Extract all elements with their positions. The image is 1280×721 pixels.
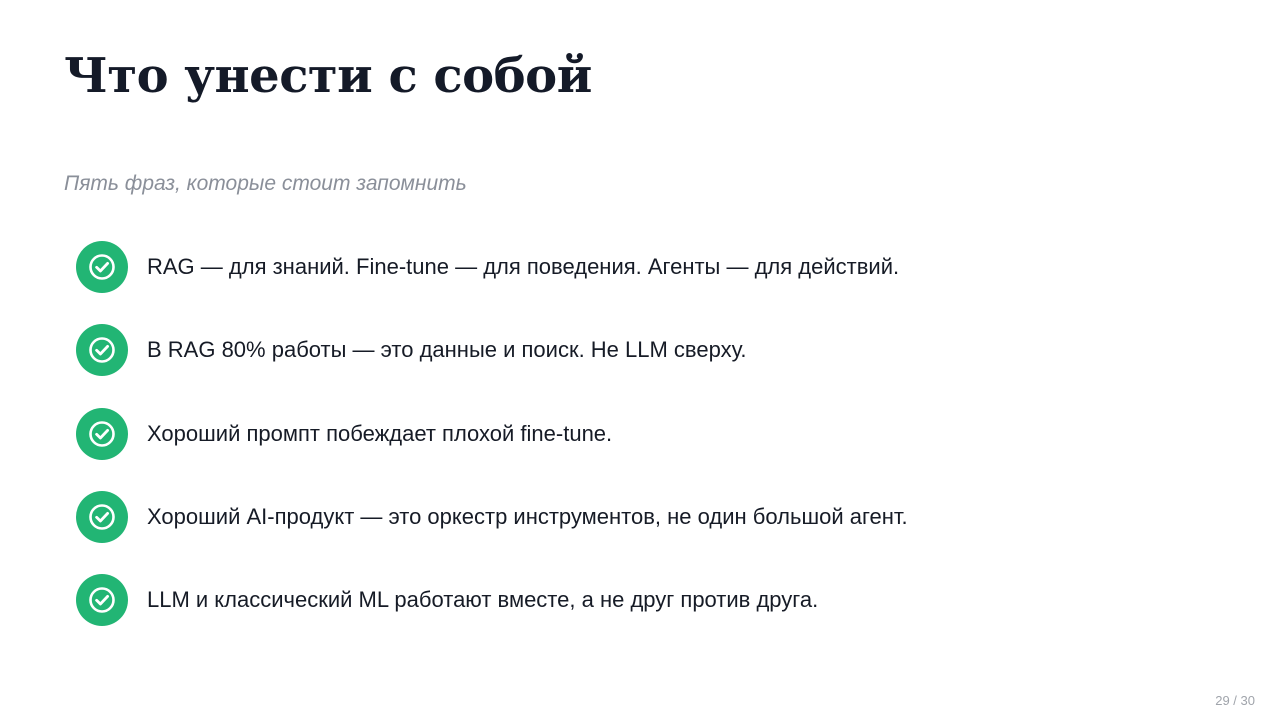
list-item-text: Хороший промпт побеждает плохой fine-tune.	[147, 420, 613, 446]
check-circle-icon	[76, 491, 128, 543]
list-item	[76, 323, 908, 377]
check-circle-icon	[76, 408, 128, 460]
page-number: 29 / 30	[1215, 693, 1255, 708]
list-item-text: Хороший AI-продукт — это оркестр инструментов, не один большой агент.	[147, 503, 908, 529]
check-circle-icon	[76, 574, 128, 626]
list-item	[76, 490, 908, 544]
takeaways-list	[76, 240, 908, 656]
slide-title: Что унести с собой	[64, 48, 592, 104]
list-item-text: LLM и классический ML работают вместе, а не друг против друга.	[147, 587, 819, 613]
list-item-text: В RAG 80% работы — это данные и поиск. Не LLM сверху.	[147, 337, 747, 363]
slide-subtitle: Пять фраз, которые стоит запомнить	[64, 172, 467, 195]
list-item	[76, 573, 908, 627]
list-item	[76, 240, 908, 294]
list-item-text: RAG — для знаний. Fine-tune — для поведения. Агенты — для действий.	[147, 254, 900, 279]
check-circle-icon	[76, 241, 128, 293]
list-item	[76, 407, 908, 461]
check-circle-icon	[76, 324, 128, 376]
